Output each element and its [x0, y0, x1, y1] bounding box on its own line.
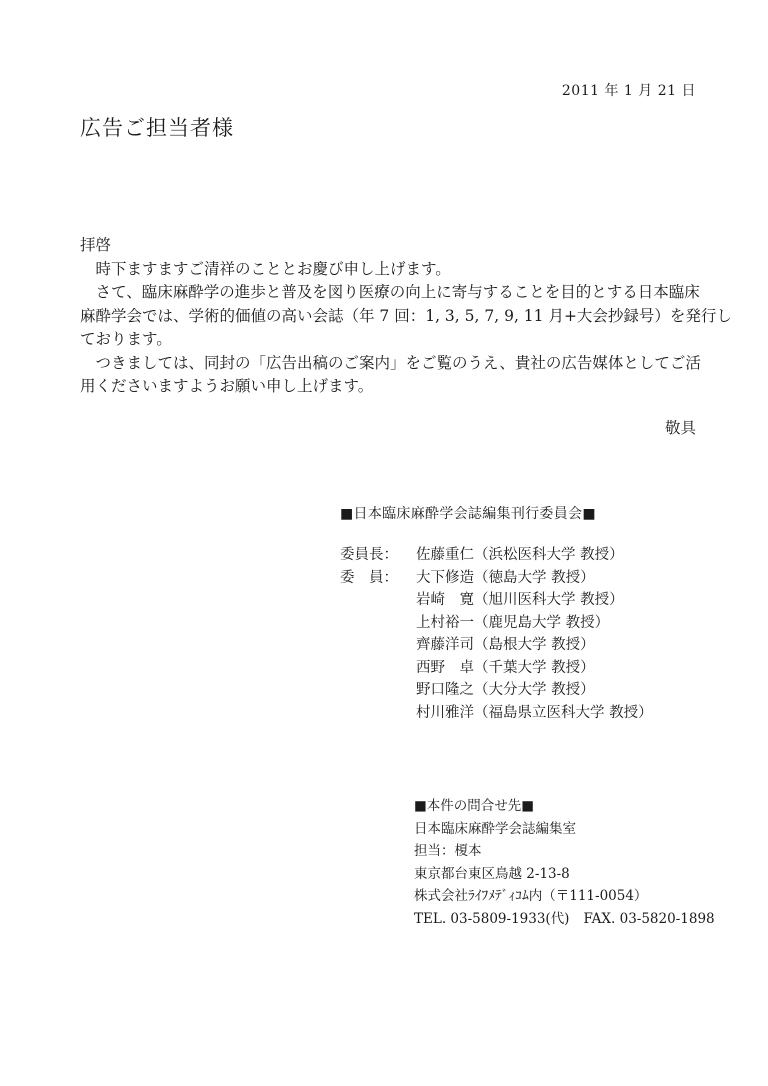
closing: 敬具: [664, 419, 696, 437]
contact-phone-line: [414, 908, 715, 931]
member-row: [340, 589, 653, 612]
member-name: 佐藤重仁（浜松医科大学 教授）: [416, 547, 624, 563]
member-role: [340, 657, 416, 680]
body-line: つきましては、同封の「広告出稿のご案内」をご覧のうえ、貴社の広告媒体としてご活: [80, 353, 701, 372]
contact-header: ■本件の問合せ先■: [414, 798, 535, 814]
contact-fax: FAX. 03-5820-1898: [583, 910, 715, 927]
member-name: 上村裕一（鹿児島大学 教授）: [416, 614, 610, 631]
member-name: 岩崎 寛（旭川医科大学 教授）: [416, 592, 624, 608]
member-name: 齊藤洋司（島根大学 教授）: [416, 637, 595, 653]
committee-title: ■日本臨床麻酔学会誌編集刊行委員会■: [340, 506, 596, 522]
letter-date: 2011 年 1 月 21 日: [561, 83, 696, 99]
addressee: 広告ご担当者様: [80, 116, 234, 140]
contact-tel: TEL. 03-5809-1933(代): [414, 910, 570, 927]
member-role: [340, 634, 416, 657]
salutation: 拝啓: [80, 236, 112, 254]
member-name: 村川雅洋（福島県立医科大学 教授）: [416, 704, 653, 721]
body-line: 用くださいますようお願い申し上げます。: [80, 377, 374, 395]
member-row: [340, 702, 653, 725]
member-role: [340, 679, 416, 702]
contact-block: [414, 795, 715, 930]
member-row: [340, 657, 653, 680]
member-role: 委員長：: [340, 547, 398, 563]
member-row: [340, 634, 653, 657]
member-role: 委 員：: [340, 569, 398, 586]
body-line: ております。: [80, 330, 172, 348]
committee-members: [340, 544, 653, 724]
member-row: [340, 544, 653, 567]
contact-company: 株式会社ﾗｲﾌﾒﾃﾞｨｺﾑ内（〒111-0054）: [414, 888, 648, 904]
member-row: [340, 679, 653, 702]
member-name: 野口隆之（大分大学 教授）: [416, 682, 595, 698]
member-row: [340, 612, 653, 635]
contact-address: 東京都台東区鳥越 2-13-8: [414, 865, 570, 882]
member-row: [340, 567, 653, 590]
member-role: [340, 589, 416, 612]
body-line: さて、臨床麻酔学の進歩と普及を図り医療の向上に寄与することを目的とする日本臨床: [80, 283, 700, 301]
member-role: [340, 612, 416, 635]
member-name: 大下修造（徳島大学 教授）: [416, 569, 595, 586]
contact-person: 担当：榎本: [414, 843, 482, 859]
member-name: 西野 卓（千葉大学 教授）: [416, 659, 595, 676]
body-line: 時下ますますご清祥のこととお慶び申し上げます。: [80, 259, 451, 278]
contact-office: 日本臨床麻酔学会誌編集室: [414, 820, 576, 837]
letter-body: [80, 234, 732, 399]
body-line: 麻酔学会では、学術的価値の高い会誌（年 7 回：1, 3, 5, 7, 9, 11 月+大会抄録号）を発行し: [80, 306, 732, 325]
member-role: [340, 702, 416, 725]
